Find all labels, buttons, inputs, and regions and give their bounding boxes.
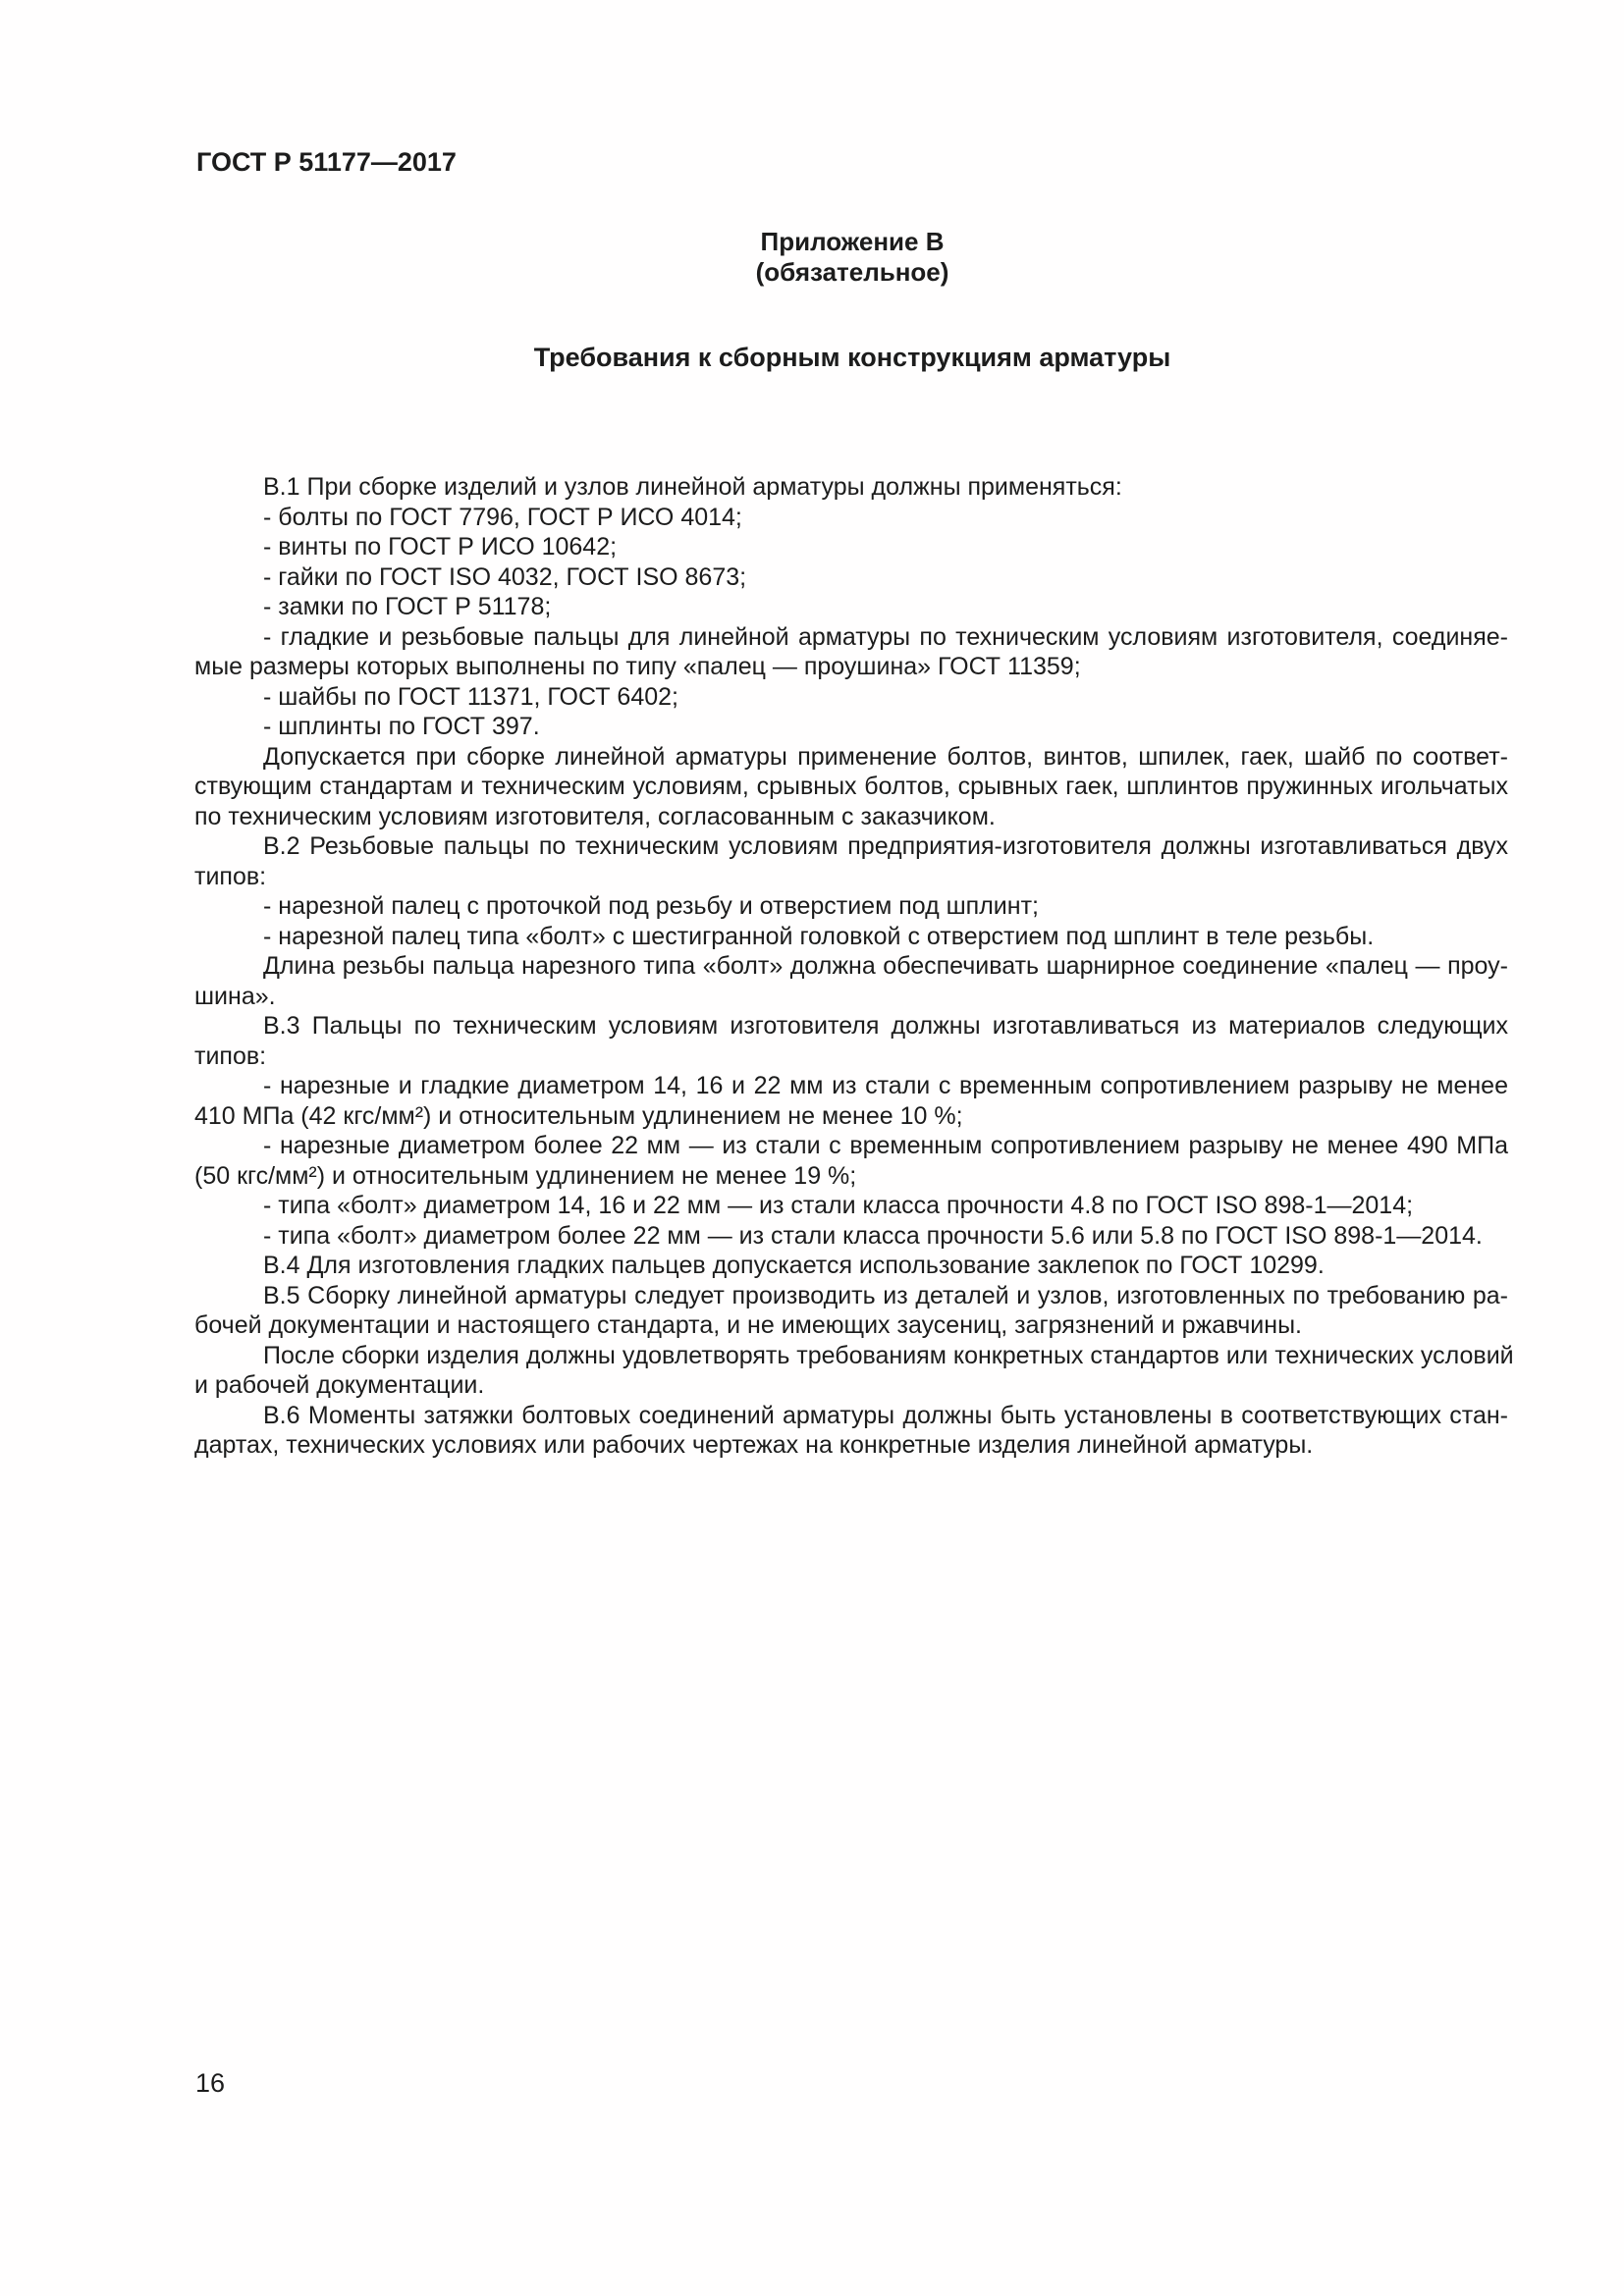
text-line: ствующим стандартам и техническим условиям, срывных болтов, срывных гаек, шплинтов пружинных игольчатых [194,773,1508,800]
text-line: - винты по ГОСТ Р ИСО 10642; [263,533,618,561]
text-line: В.3 Пальцы по техническим условиям изготовителя должны изготавливаться из материалов следующих [263,1012,1508,1040]
section-title: Требования к сборным конструкциям арматуры [533,343,1171,372]
appendix-heading [194,227,1510,288]
text-line: (50 кгс/мм²) и относительным удлинением не менее 19 %; [194,1161,857,1190]
document-number-header: ГОСТ Р 51177—2017 [196,147,457,177]
text-line: - шайбы по ГОСТ 11371, ГОСТ 6402; [263,682,678,711]
page-number: 16 [195,2068,226,2098]
text-line: бочей документации и настоящего стандарта, и не имеющих заусениц, загрязнений и ржавчины. [194,1311,1302,1339]
text-line: 410 МПа (42 кгс/мм²) и относительным удлинением не менее 10 %; [194,1101,963,1130]
text-line: - нарезные и гладкие диаметром 14, 16 и 22 мм из стали с временным сопротивлением разрыву не менее [263,1072,1508,1099]
text-line: - гладкие и резьбовые пальцы для линейной арматуры по техническим условиям изготовителя, соединяе- [263,622,1508,651]
text-line: В.1 При сборке изделий и узлов линейной арматуры должны применяться: [263,473,1122,501]
text-line: типов: [194,1041,267,1070]
text-line: Длина резьбы пальца нарезного типа «болт» должна обеспечивать шарнирное соединение «палец — проу- [263,952,1508,980]
text-line: - болты по ГОСТ 7796, ГОСТ Р ИСО 4014; [263,503,742,531]
text-line: - типа «болт» диаметром более 22 мм — из стали класса прочности 5.6 или 5.8 по ГОСТ ISO 898-1—2014. [263,1221,1483,1250]
text-line: В.5 Сборку линейной арматуры следует производить из деталей и узлов, изготовленных по требованию ра- [263,1281,1508,1309]
text-line: мые размеры которых выполнены по типу «палец — проушина» ГОСТ 11359; [194,653,1081,680]
text-line: Допускается при сборке линейной арматуры применение болтов, винтов, шпилек, гаек, шайб по соответ- [263,742,1508,771]
text-line: - гайки по ГОСТ ISO 4032, ГОСТ ISO 8673; [263,562,747,591]
text-line: - нарезной палец типа «болт» с шестигранной головкой с отверстием под шплинт в теле резьбы. [263,922,1375,950]
text-line: - нарезной палец с проточкой под резьбу и отверстием под шплинт; [263,892,1039,920]
text-line: - типа «болт» диаметром 14, 16 и 22 мм — из стали класса прочности 4.8 по ГОСТ ISO 898-1—2014; [263,1192,1414,1219]
appendix-status: (обязательное) [755,257,949,287]
text-line: - шплинты по ГОСТ 397. [263,713,540,740]
text-line: типов: [194,862,267,890]
text-line: - замки по ГОСТ Р 51178; [263,593,552,620]
text-line: дартах, технических условиях или рабочих чертежах на конкретные изделия линейной арматуры. [194,1431,1314,1459]
text-line: - нарезные диаметром более 22 мм — из стали с временным сопротивлением разрыву не менее 490 МПа [263,1132,1508,1159]
text-line: После сборки изделия должны удовлетворять требованиям конкретных стандартов или технических условий [263,1341,1514,1369]
text-line: В.4 Для изготовления гладких пальцев допускается использование заклепок по ГОСТ 10299. [263,1252,1325,1279]
text-line: по техническим условиям изготовителя, согласованным с заказчиком. [194,802,996,830]
text-line: В.6 Моменты затяжки болтовых соединений арматуры должны быть установлены в соответствующих стан- [263,1401,1508,1429]
text-line: шина». [194,982,276,1010]
text-line: В.2 Резьбовые пальцы по техническим условиям предприятия-изготовителя должны изготавливаться двух [263,832,1508,860]
text-line: и рабочей документации. [194,1371,485,1399]
body-text [194,472,1514,1461]
appendix-label: Приложение В [760,227,945,256]
